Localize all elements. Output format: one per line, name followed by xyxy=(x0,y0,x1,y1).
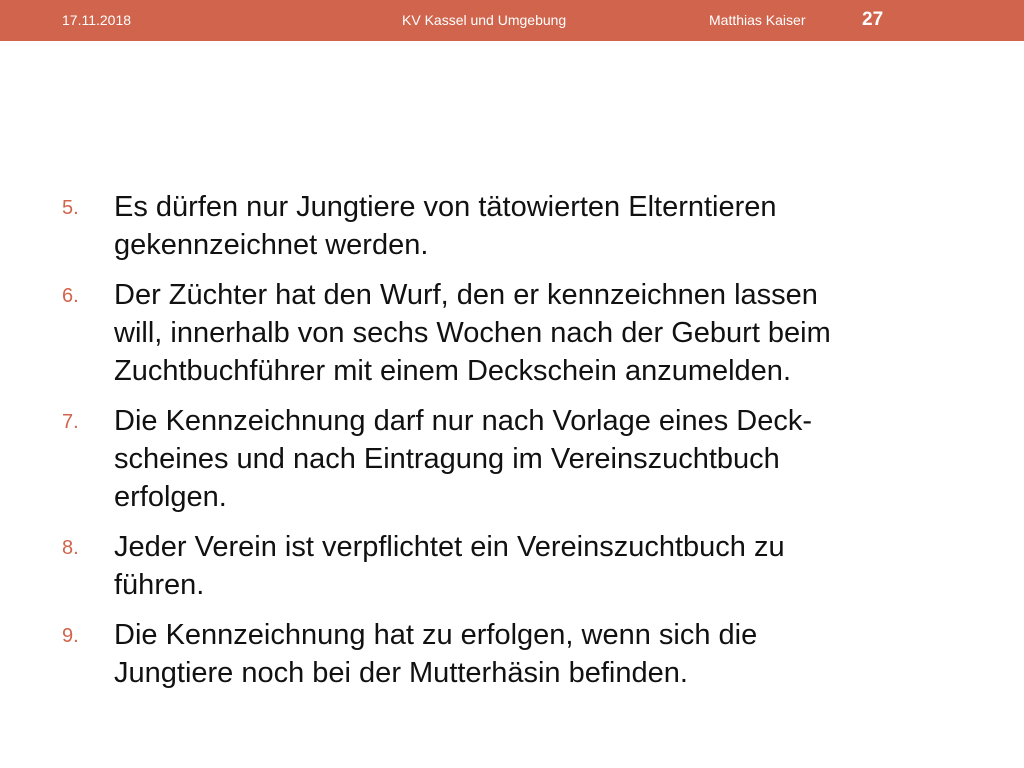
list-item-line: Die Kennzeichnung hat zu erfolgen, wenn sich die xyxy=(114,619,758,651)
header-author: Matthias Kaiser xyxy=(709,12,806,28)
list-item-number: 6. xyxy=(62,285,79,307)
list-item xyxy=(62,528,982,604)
list-item-line: führen. xyxy=(114,569,205,601)
list-item-line: Zuchtbuchführer mit einem Deckschein anzumelden. xyxy=(114,355,791,387)
list-item-number: 8. xyxy=(62,537,79,559)
numbered-list xyxy=(62,188,982,704)
list-item-line: Der Züchter hat den Wurf, den er kennzeichnen lassen xyxy=(114,279,818,311)
list-item-line: scheines und nach Eintragung im Vereinszuchtbuch xyxy=(114,443,780,475)
list-item-line: gekennzeichnet werden. xyxy=(114,229,429,261)
list-item-number: 7. xyxy=(62,411,79,433)
list-item-line: Es dürfen nur Jungtiere von tätowierten Elterntieren xyxy=(114,191,777,223)
list-item xyxy=(62,402,982,516)
list-item-number: 5. xyxy=(62,197,79,219)
list-item xyxy=(62,276,982,390)
list-item-number: 9. xyxy=(62,625,79,647)
list-item-line: Jeder Verein ist verpflichtet ein Vereinszuchtbuch zu xyxy=(114,531,785,563)
header-organization: KV Kassel und Umgebung xyxy=(402,12,567,28)
list-item-line: erfolgen. xyxy=(114,481,227,513)
header-date: 17.11.2018 xyxy=(62,12,132,28)
header-bar xyxy=(0,0,1024,41)
list-item-line: will, innerhalb von sechs Wochen nach der Geburt beim xyxy=(114,317,831,349)
list-item-line: Jungtiere noch bei der Mutterhäsin befinden. xyxy=(114,657,688,689)
list-item xyxy=(62,188,982,264)
list-item-line: Die Kennzeichnung darf nur nach Vorlage eines Deck- xyxy=(114,405,813,437)
page-number: 27 xyxy=(862,9,884,30)
list-item xyxy=(62,616,982,692)
